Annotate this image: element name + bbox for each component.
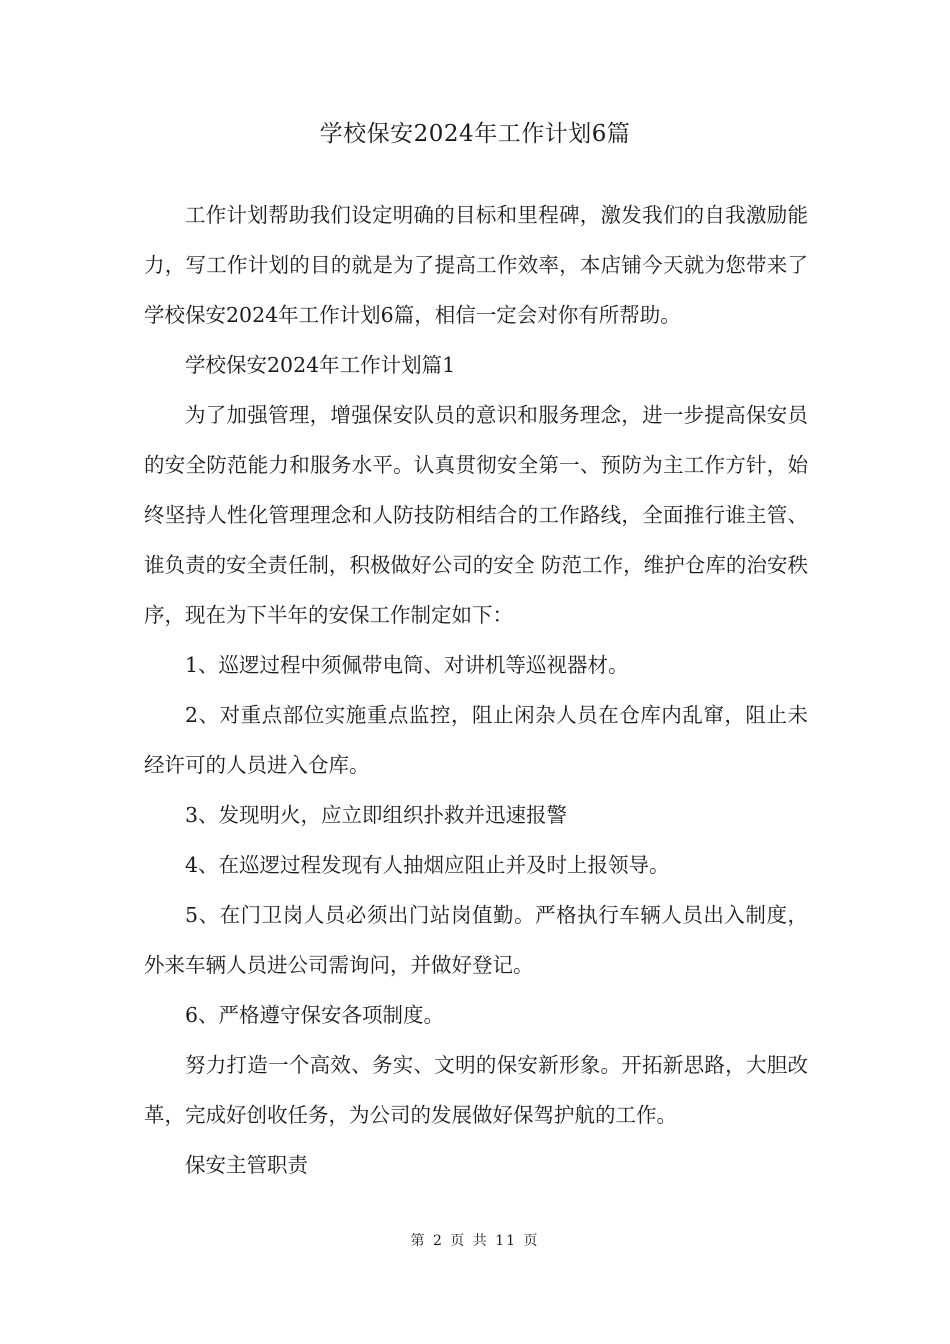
body-paragraph: 为了加强管理，增强保安队员的意识和服务理念，进一步提高保安员的安全防范能力和服务水平。认真贯彻安全第一、预防为主工作方针，始终坚持人性化管理理念和人防技防相结合的工作路线，全面推行谁主管、谁负责的安全责任制，积极做好公司的安全 防范工作，维护仓库的治安秩序，现在为下半年的安保工作制定如下： — [144, 403, 808, 627]
list-item: 1、巡逻过程中须佩带电筒、对讲机等巡视器材。 — [185, 653, 629, 677]
body-paragraph: 努力打造一个高效、务实、文明的保安新形象。开拓新思路，大胆改革，完成好创收任务，为公司的发展做好保驾护航的工作。 — [144, 1053, 808, 1127]
list-item: 5、在门卫岗人员必须出门站岗值勤。严格执行车辆人员出入制度，外来车辆人员进公司需询问，并做好登记。 — [144, 903, 808, 977]
document-body — [144, 190, 808, 1190]
intro-paragraph: 工作计划帮助我们设定明确的目标和里程碑，激发我们的自我激励能力，写工作计划的目的就是为了提高工作效率，本店铺今天就为您带来了学校保安2024年工作计划6篇，相信一定会对你有所帮助。 — [144, 203, 808, 327]
section-heading: 学校保安2024年工作计划篇1 — [185, 353, 456, 377]
page-number-footer: 第 2 页 共 11 页 — [410, 1233, 540, 1249]
list-item: 4、在巡逻过程发现有人抽烟应阻止并及时上报领导。 — [185, 853, 670, 877]
document-title: 学校保安2024年工作计划6篇 — [319, 121, 631, 147]
list-item: 6、严格遵守保安各项制度。 — [185, 1003, 445, 1027]
list-item: 2、对重点部位实施重点监控，阻止闲杂人员在仓库内乱窜，阻止未经许可的人员进入仓库。 — [144, 703, 808, 777]
section-heading: 保安主管职责 — [185, 1153, 308, 1177]
list-item: 3、发现明火，应立即组织扑救并迅速报警 — [185, 803, 568, 827]
